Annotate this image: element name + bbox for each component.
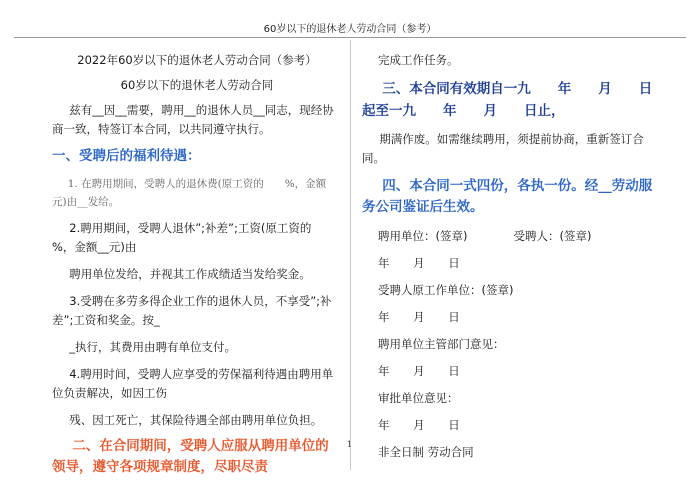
clause-2-continued: 聘用单位发给，并视其工作成绩适当发给奖金。 [69, 267, 311, 281]
footer-note: 非全日制 劳动合同 [378, 445, 474, 459]
signature-approval: 审批单位意见： [378, 391, 459, 405]
header-rule [14, 37, 686, 38]
page-number: 1 [347, 440, 353, 449]
date-line-1: 年 月 日 [378, 256, 460, 270]
clause-3-continued: _执行，其费用由聘有单位支付。 [69, 340, 236, 354]
section-heading-3: 三、本合同有效期自一九 年 月 日起至一九 年 月 日止， [362, 81, 653, 119]
column-divider [350, 40, 351, 470]
clause-3: 3.受聘在多劳多得企业工作的退休人员，不享受”;补差”;工资和奖金。按_ [52, 294, 332, 327]
running-header: 60岁以下的退休老人劳动合同（参考） [263, 24, 437, 35]
clause-4-continued: 残、因工死亡，其保险待遇全部由聘用单位负担。 [69, 413, 323, 427]
signature-supervisor: 聘用单位主管部门意见： [378, 337, 505, 351]
right-column [362, 51, 662, 462]
signature-employer: 聘用单位：(签章) 受聘人：(签章) [378, 229, 592, 243]
date-line-3: 年 月 日 [378, 364, 460, 378]
section-heading-2: 二、在合同期间，受聘人应服从聘用单位的领导，遵守各项规章制度，尽职尽责 [52, 438, 329, 475]
date-line-4: 年 月 日 [378, 418, 460, 432]
signature-original-employer: 受聘人原工作单位：(签章) [378, 283, 514, 297]
continuation-text: 完成工作任务。 [378, 53, 459, 67]
document-title: 2022年60岁以下的退休老人劳动合同（参考） [77, 53, 317, 67]
clause-1: 1. 在聘用期间，受聘人的退休费(原工资的 %，金额 元)由__发给。 [52, 178, 348, 208]
term-paragraph: 期满作废。如需继续聘用，须提前协商，重新签订合同。 [362, 132, 644, 165]
date-line-2: 年 月 日 [378, 310, 460, 324]
clause-2: 2.聘用期间，受聘人退休”;补差”;工资(原工资的 %，金额__元)由 [52, 221, 335, 254]
section-heading-1: 一、受聘后的福利待遇： [52, 148, 201, 164]
section-heading-4: 四、本合同一式四份，各执一份。经__劳动服务公司鉴证后生效。 [362, 178, 653, 215]
clause-4: 4.聘用时间，受聘人应享受的劳保福利待遇由聘用单位负责解决，如因工伤 [52, 367, 334, 400]
document-subtitle: 60岁以下的退休老人劳动合同 [120, 78, 274, 92]
left-column [52, 51, 348, 478]
intro-paragraph: 兹有__因__需要，聘用__的退休人员__同志，现经协商一致，特签订本合同，以共同遵守执行。 [52, 103, 334, 136]
